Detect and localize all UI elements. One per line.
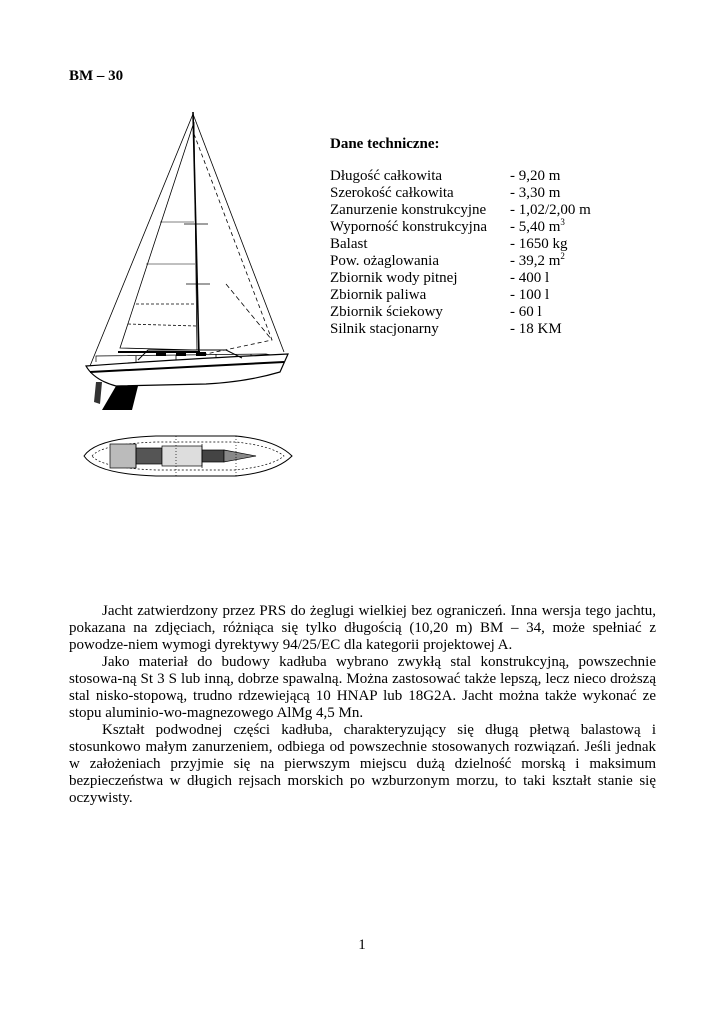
spec-row <box>330 253 591 270</box>
spec-row <box>330 270 591 287</box>
spec-value-cell <box>510 304 591 321</box>
spec-label: Wyporność konstrukcyjna <box>330 219 487 235</box>
spec-label: Pow. ożaglowania <box>330 253 439 269</box>
page-number: 1 <box>358 937 366 953</box>
specs-table <box>330 168 591 338</box>
spec-value-cell <box>510 168 591 185</box>
spec-row <box>330 185 591 202</box>
spec-unit-exponent: 2 <box>560 251 565 261</box>
spec-label: Zbiornik wody pitnej <box>330 270 458 286</box>
spec-value-cell <box>510 219 591 236</box>
document-title: BM – 30 <box>69 68 124 84</box>
spec-value: - 18 KM <box>510 321 562 337</box>
paragraph: Kształt podwodnej części kadłuba, charakteryzujący się długą płetwą balastową i stosunkowo małym zanurzeniem, odbiega od powszechnie stosowanych rozwiązań. Jeśli jednak w założeniach przyjmie się na pierwszym miejscu dużą dzielność morską i maksimum bezpieczeństwa w długich rejsach morskich po wzburzonym morzu, to taki kształt stanie się oczywisty. <box>69 722 656 806</box>
sail-plan-drawing <box>90 112 284 366</box>
spec-value-cell <box>510 287 591 304</box>
spec-value: - 60 l <box>510 304 542 320</box>
yacht-drawing <box>76 104 296 524</box>
spec-label: Zanurzenie konstrukcyjne <box>330 202 487 218</box>
spec-unit-exponent: 3 <box>560 217 565 227</box>
body-text <box>69 603 656 807</box>
spec-value: - 5,40 m <box>510 219 561 235</box>
spec-value: - 400 l <box>510 270 550 286</box>
spec-value: - 1,02/2,00 m <box>510 202 591 218</box>
spec-value: - 3,30 m <box>510 185 561 201</box>
spec-row <box>330 287 591 304</box>
spec-value: - 39,2 m <box>510 253 561 269</box>
spec-row <box>330 321 591 338</box>
hull-profile-drawing <box>86 350 288 410</box>
specs-heading: Dane techniczne: <box>330 136 440 152</box>
spec-label: Szerokość całkowita <box>330 185 454 201</box>
spec-value-cell <box>510 202 591 219</box>
spec-row <box>330 304 591 321</box>
spec-row <box>330 168 591 185</box>
spec-value: - 100 l <box>510 287 550 303</box>
spec-label: Silnik stacjonarny <box>330 321 439 337</box>
paragraph: Jacht zatwierdzony przez PRS do żeglugi wielkiej bez ograniczeń. Inna wersja tego jachtu, pokazana na zdjęciach, różniąca się tylko długością (10,20 m) BM – 34, może spełniać z powodze-niem wymogi dyrektywy 94/25/EC dla kategorii projektowej A. <box>69 603 656 653</box>
spec-value-cell <box>510 185 591 202</box>
spec-label: Długość całkowita <box>330 168 443 184</box>
spec-label: Zbiornik ściekowy <box>330 304 443 320</box>
spec-value-cell <box>510 236 591 253</box>
spec-row <box>330 202 591 219</box>
spec-row <box>330 219 591 236</box>
spec-value-cell <box>510 321 591 338</box>
spec-label: Balast <box>330 236 368 252</box>
spec-value-cell <box>510 253 591 270</box>
deck-plan-drawing <box>84 436 292 476</box>
spec-value-cell <box>510 270 591 287</box>
spec-row <box>330 236 591 253</box>
spec-value: - 9,20 m <box>510 168 561 184</box>
paragraph: Jako materiał do budowy kadłuba wybrano zwykłą stal konstrukcyjną, powszechnie stosowa-ną St 3 S lub inną, dobrze spawalną. Można zastosować także lepszą, lecz nieco droższą stal nisko-stopową, trudno rdzewiejącą 10 HNAP lub 18G2A. Jacht można także wykonać ze stopu aluminio-wo-magnezowego AlMg 4,5 Mn. <box>69 654 656 721</box>
spec-label: Zbiornik paliwa <box>330 287 427 303</box>
spec-value: - 1650 kg <box>510 236 568 252</box>
